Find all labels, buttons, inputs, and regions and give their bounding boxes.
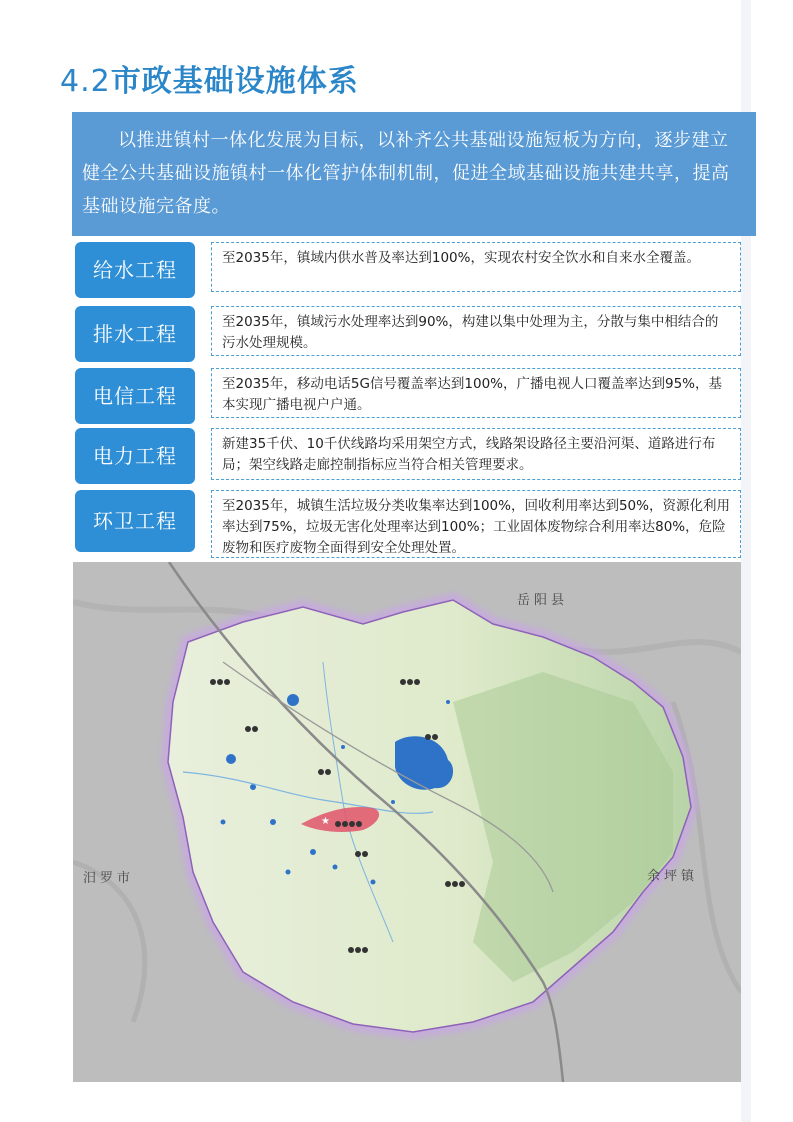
telecom-label: 电信工程 [75, 368, 195, 424]
place-label-yuping: 余坪镇 [647, 869, 699, 884]
section-title [60, 60, 359, 104]
drainage-desc: 至2035年，镇域污水处理率达到90%，构建以集中处理为主，分散与集中相结合的污水处理规模。 [211, 306, 741, 356]
place-label-miluo: 汨罗市 [83, 871, 135, 886]
sanitation-label: 环卫工程 [75, 490, 195, 552]
section-title-text: 市政基础设施体系 [110, 64, 359, 99]
svg-text:★: ★ [321, 816, 330, 827]
section-number: 4.2 [60, 64, 111, 99]
item-power [75, 428, 743, 484]
item-sanitation [75, 490, 743, 556]
intro-box: 以推进镇村一体化发展为目标，以补齐公共基础设施短板为方向，逐步建立健全公共基础设施镇村一体化管护体制机制，促进全域基础设施共建共享，提高基础设施完备度。 [72, 112, 756, 236]
item-drainage [75, 306, 743, 362]
power-label: 电力工程 [75, 428, 195, 484]
item-water-supply [75, 242, 743, 298]
telecom-desc: 至2035年，移动电话5G信号覆盖率达到100%，广播电视人口覆盖率达到95%，基本实现广播电视户户通。 [211, 368, 741, 418]
item-telecom [75, 368, 743, 424]
map-svg [73, 562, 741, 1082]
water-supply-desc: 至2035年，镇域内供水普及率达到100%，实现农村安全饮水和自来水全覆盖。 [211, 242, 741, 292]
drainage-label: 排水工程 [75, 306, 195, 362]
infrastructure-map [73, 562, 741, 1082]
water-supply-label: 给水工程 [75, 242, 195, 298]
sanitation-desc: 至2035年，城镇生活垃圾分类收集率达到100%，回收利用率达到50%，资源化利用率达到75%，垃圾无害化处理率达到100%；工业固体废物综合利用率达80%，危险废物和医疗废物全面得到安全处理处置。 [211, 490, 741, 558]
power-desc: 新建35千伏、10千伏线路均采用架空方式，线路架设路径主要沿河渠、道路进行布局；架空线路走廊控制指标应当符合相关管理要求。 [211, 428, 741, 480]
place-label-yueyang: 岳阳县 [517, 593, 569, 608]
